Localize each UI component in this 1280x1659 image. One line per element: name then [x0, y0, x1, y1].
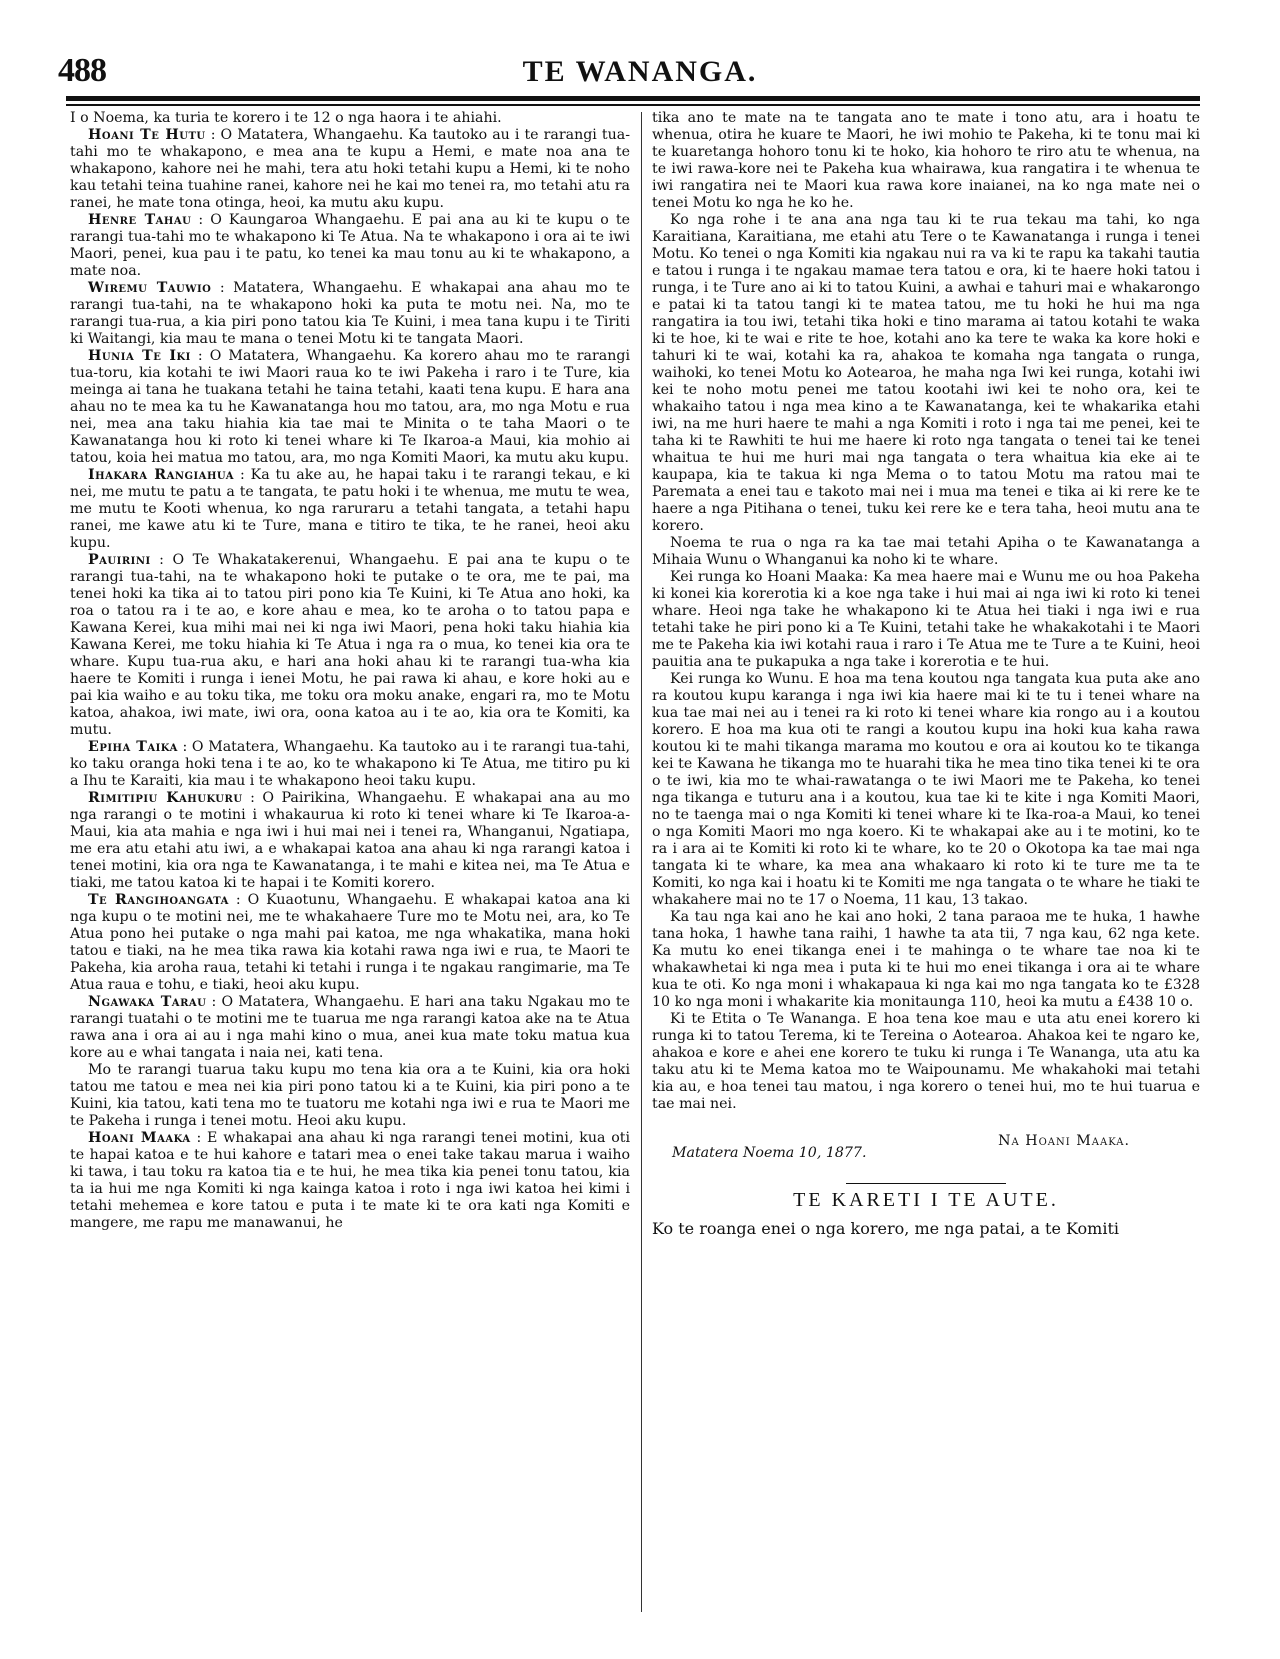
paragraph-text: Kei runga ko Hoani Maaka: Ka mea haere mai e Wunu me ou hoa Pakeha ki konei kia korerotia ki a koe nga take i hui mai ai nga iwi ki roto ki tenei whare. Heoi nga take he whakapono ki te Atua hei tiaki i nga iwi e rua tetahi take he piri pono ki a Te Kuini, tetahi take he whakakotahi i te Maori me te Pakeha kia iwi kotahi raua i raro i Te Atua me te Ture a te Kuini, heoi pauitia ana te pukapuka a nga take i korerotia e te hui. — [652, 569, 1200, 670]
speaker-name: Epiha Taika — [88, 739, 178, 755]
paragraph-text: Ka tau nga kai ano he kai ano hoki, 2 tana paraoa me te huka, 1 hawhe tana hoka, 1 hawhe tana raihi, 1 hawhe ta ata tii, 7 nga kau, 62 nga kete. Ka mutu ko enei tikanga enei i te mahinga o te whare tae noa ki te whakawhetai ki nga mea i puta ki te hui mo enei tikanga i ora ai te whare kua te oti. Ko nga moni i whakapaua ki nga kai mo nga tangata ko te £328 10 ko nga moni i whakarite kia monitaunga 110, heoi ka mutu a £438 10 o. — [652, 909, 1200, 1010]
masthead-title: TE WANANGA. — [522, 55, 758, 88]
paragraph-text: Ki te Etita o Te Wananga. E hoa tena koe mau e uta atu enei korero ki runga ki to tatou Terema, ki te Tereina o Aotearoa. Ahakoa kei te ngaro ke, ahakoa e kore e ahei ene korero te tuku ki runga i Te Wananga, uta atu ka taku atu ki te Mema katoa mo te Waipounamu. Me whakahoki mai tetahi kia au, e hoa tenei tau matou, i nga korero o tenei hui, mo te hui tuarua e tae mai nei. — [652, 1011, 1200, 1112]
speaker-name: Hunia Te Iki — [88, 348, 191, 364]
paragraph-text: : O Matatera, Whangaehu. E hari ana taku Ngakau mo te rarangi tuatahi o te motini me te tuarua me nga rarangi katoa ake na te Atua rawa ana i ora ai au i nga mahi kino o mua, anei kua mate toku matua kua kore au e whai tangata i naia nei, kati tena. — [70, 994, 631, 1061]
paragraph — [652, 569, 1200, 671]
paragraph — [70, 1062, 630, 1130]
section-first-line: Ko te roanga enei o nga korero, me nga patai, a te Komiti — [652, 1219, 1119, 1238]
paragraph — [70, 892, 630, 994]
paragraph-text: : O Matatera, Whangaehu. Ka tautoko au i te rarangi tua-tahi mo te whakapono, e mea ana te kupu a Hemi, e mate noa ana te whakapono, kahore nei he mahi, tera atu hoki tetahi kupu a Hemi, ki te noho kau tetahi teina tuahine ranei, kahore nei he kai mo tenei ra, mo tetahi atu ra ranei, he mate tona otinga, heoi, ka mutu aku kupu. — [70, 127, 630, 211]
paragraph — [70, 994, 630, 1062]
paragraph — [70, 552, 630, 739]
speaker-name: Ihakara Rangiahua — [88, 467, 235, 483]
speaker-name: Te Rangihoangata — [88, 892, 229, 908]
paragraph — [652, 909, 1200, 1011]
header-rule-thin — [66, 104, 1200, 106]
signature-block — [652, 1133, 1200, 1167]
paragraph — [70, 212, 630, 280]
paragraph-text: Ko nga rohe i te ana ana nga tau ki te rua tekau ma tahi, ko nga Karaitiana, Karaitiana, me etahi atu Tere o te Kawanatanga i runga i tenei Motu. Ko tenei o nga Komiti kia ngakau nui ra va ki te rapu ka takahi tautia e tatou i runga i te ngakau mamae tera tatou e ora, ki te haere hoki tatou i runga, i te Ture ano ai ki to tatou Kuini, a awhai e tahuri mai e whakarongo e patai ki ta tatou tangi ki te matea tatou, me tu hoki he hui ma nga rangatira ia tou iwi, tetahi tika hoki e tino marama ai tatou kotahi te waka ki te hoe, ki te wai e rite te hoe, kotahi ano ka tere te waka ka kore hoki e tahuri ki te wai, kotahi ka ra, ahakoa te komaha nga tangata o runga, waihoki, ko tenei Motu ko Aotearoa, he maha nga Iwi kei runga, kotahi iwi kei te noho motu penei me tatou kootahi iwi kei te noho ora, kei te whakaiho tatou i nga mea kino a te Kawanatanga, kei te whakarika etahi iwi, na me huri haere te mahi a nga Komiti i roto i nga tai me penei, kei te taha ki te Rawhiti te hui me haere ki roto nga tangata o tenei tai ke tenei whaitua te hui me huri mai nga tangata o tera whaitua kia eke ai te kaupapa, kia te takua ki nga Mema o to tatou Motu ma ratou mai te Paremata a enei tau e takoto mai nei i mua ma tenei e tika ai ki rere ke te haere a nga Pitihana o tenei, tuku kei rere ke e tera taha, heoi mutu ana te korero. — [652, 212, 1200, 534]
paragraph — [652, 671, 1200, 909]
paragraph — [70, 1130, 630, 1232]
paragraph-text: : O Te Whakatakerenui, Whangaehu. E pai ana te kupu o te rarangi tua-tahi, na te whakapono hoki te putake o te ora, me te pai, ma tenei hoki ka tika ai to tatou piri pono kia Te Kuini, ki Te Atua ano hoki, ka roa o tatou ra i te ao, e kore ahau e mea, ko te aroha o to tatou papa e Kawana Kerei, kua mihi mai nei ki nga iwi Maori, pena hoki taku hiahia kia Kawana Kerei, me toku hiahia ki Te Atua i nga ra o mua, ko tenei kia ora te whare. Kupu tua-rua aku, e hari ana hoki ahau ki te rarangi tua-wha kia haere te Komiti i runga i ienei Motu, he pai rawa ki ahau, e kore hoki au e pai kia waiho e au toku tika, me toku ora moku anake, engari ra, mo te Motu katoa, ahakoa, iwi mate, iwi ora, oona katoa au i te ao, kia ora te Komiti, ka mutu. — [70, 552, 630, 738]
paragraph — [70, 790, 630, 892]
paragraph-text: : O Kaungaroa Whangaehu. E pai ana au ki te kupu o te rarangi tua-tahi mo te whakapono ki Te Atua. Na te whakapono i ora ai te iwi Maori, penei, kua pau i te patu, ko tenei ka mau tonu au ki te whakapono, a mate noa. — [70, 212, 630, 279]
paragraph — [70, 739, 630, 790]
left-column — [70, 110, 630, 1232]
paragraph — [70, 110, 630, 127]
header-rule-thick — [66, 96, 1200, 101]
paragraph-text: : O Matatera, Whangaehu. Ka tautoko au i te rarangi tua-tahi, ko taku oranga hoki tena i te ao, ko te whakapono ki Te Atua, me titiro pu ki a Ihu te Karaiti, kia mau i te whakapono heoi taku kupu. — [70, 739, 631, 789]
speaker-name: Henre Tahau — [88, 212, 192, 228]
paragraph-text: : O Pairikina, Whangaehu. E whakapai ana au mo nga rarangi o te motini i whakaurua ki roto ki tenei whare ki Te Ikaroa-a-Maui, kia ata mahia e nga iwi i hui mai nei i tenei ra, Whanganui, Ngatiapa, me era atu etahi atu iwi, a e whakapai katoa ana ahau ki nga rarangi katoa i tenei motini, kia ora nga te Kawanatanga, i te mahi e kitea nei, ma Te Atua e tiaki, me tatou katoa ki te hapai i te Komiti korero. — [70, 790, 630, 891]
right-column — [652, 110, 1200, 1239]
column-divider — [641, 112, 642, 1612]
paragraph-text: Noema te rua o nga ra ka tae mai tetahi Apiha o te Kawanatanga a Mihaia Wunu o Whanganui ka noho ki te whare. — [652, 535, 1200, 568]
paragraph-text: : Ka tu ake au, he hapai taku i te rarangi tekau, e ki nei, me mutu te patu a te tangata, te patu hoki i te whenua, me mutu te wea, me mutu te Kooti whenua, ko nga raruraru a tetahi tangata, a tetahi hapu ranei, me kawe atu ki te Ture, mana e titiro te tika, te he ranei, heoi aku kupu. — [70, 467, 630, 551]
section-title: TE KARETI I TE AUTE. — [793, 1189, 1059, 1211]
paragraph-text: : O Kuaotunu, Whangaehu. E whakapai katoa ana ki nga kupu o te motini nei, me te whakahaere Ture mo te Motu nei, ara, ko Te Atua pono hei putake o nga mahi pai katoa, me nga whakatika, mana hoki tatou e tiaki, na he mea tika rawa kia kotahi rawa nga iwi e rua, te Maori te Pakeha, kia aroha raua, tetahi ki tetahi i runga i te ngakau rangimarie, ma Te Atua raua e tohu, e tiaki, heoi aku kupu. — [70, 892, 630, 993]
paragraph-text: : Matatera, Whangaehu. E whakapai ana ahau mo te rarangi tua-tahi, na te whakapono hoki ka puta te motu nei. Na, mo te rarangi tua-rua, a kia piri pono tatou kia Te Kuini, i mea tana kupu i te Tiriti ki Waitangi, kia mau te mana o tenei Motu ki te tangata Maori. — [70, 280, 630, 347]
signature-name: Na Hoani Maaka. — [998, 1133, 1130, 1149]
paragraph-text: : O Matatera, Whangaehu. Ka korero ahau mo te rarangi tua-toru, kia kotahi te iwi Maori raua ko te iwi Pakeha i raro i te Ture, kia meinga ai tana he tuakana tetahi he taina tetahi, kaati tena kupu. E hara ana ahau no te mea ka tu he Kawanatanga hou mo tatou, ara, mo nga Motu e rua nei, mea ana taku hiahia kia tae mai te Minita o te taha Maori o te Kawanatanga hou ki roto ki tenei whare ki Te Ikaroa-a Maui, kia mohio ai tatou, koia hei matua mo tatou, ara, mo nga Komiti Maori, ka mutu aku kupu. — [70, 348, 630, 466]
page-number: 488 — [58, 52, 106, 89]
paragraph — [652, 1011, 1200, 1113]
paragraph — [652, 110, 1200, 212]
paragraph-text: I o Noema, ka turia te korero i te 12 o nga haora i te ahiahi. — [70, 110, 502, 126]
paragraph-text: Mo te rarangi tuarua taku kupu mo tena kia ora a te Kuini, kia ora hoki tatou me tatou e mea nei kia piri pono tatou ki a te Kuini, kia piri pono a te Kuini, kia tatou, kati tena mo te tuatoru me kotahi nga iwi e rua te Maori me te Pakeha i runga i tenei motu. Heoi aku kupu. — [70, 1062, 630, 1129]
speaker-name: Rimitipiu Kahukuru — [88, 790, 243, 806]
paragraph — [70, 280, 630, 348]
paragraph — [652, 212, 1200, 535]
speaker-name: Hoani Maaka — [88, 1130, 191, 1146]
signature-place-date: Matatera Noema 10, 1877. — [672, 1145, 867, 1161]
paragraph — [70, 348, 630, 467]
paragraph-text: tika ano te mate na te tangata ano te mate i tono atu, ara i hoatu te whenua, otira he kuare te Maori, he iwi mohio te Pakeha, ki te tonu mai ki te kuaretanga hohoro tonu ki te hoko, kia hohoro te riro atu te whenua, na te iwi rawa-kore nei te Pakeha kua whairawa, kua rangatira i te whenua te iwi rangatira nei te Maori kua rawa kore inaianei, na ko nga mate nei o tenei Motu ko nga he ko he. — [652, 110, 1200, 211]
paragraph-text: : E whakapai ana ahau ki nga rarangi tenei motini, kua oti te hapai katoa e te hui kahore e tatari mea o enei take takau marua i waiho ki tawa, i tau toku ra katoa tia e te hui, he mea tika kia penei tonu tatou, kia ta ia hui me nga Komiti ki nga kainga katoa i roto i nga iwi katoa hei kimi i tetahi mehemea e kore tatou e puta i te mate ki te ora kati nga Komiti e mangere, me rapu me manawanui, he — [70, 1130, 630, 1231]
speaker-name: Hoani Te Hutu — [88, 127, 206, 143]
right-column-text — [652, 110, 1200, 1113]
speaker-name: Pauirini — [88, 552, 151, 568]
paragraph-text: Kei runga ko Wunu. E hoa ma tena koutou nga tangata kua puta ake ano ra koutou kupu karanga i nga iwi kia haere mai ki te tu i tenei whare na kua tae mai nei au i tenei ra ki roto ki tenei whare kia rongo au i a koutou korero. E hoa ma kua oti te rangi a koutou kupu ina hoki kua kaha rawa koutou ki te mahi tikanga marama mo koutou e ora ai koutou ko te tikanga kei te Kawana he tikanga mo te huarahi tika he mea tino tika tenei ki te ora o te iwi, kia mo te whai-rawatanga o te iwi Maori me te Pakeha, ko tenei nga tikanga e tuturu ana i a koutou, kua tae ki te kite i nga Komiti Maori, no te taenga mai o nga Komiti ki tenei whare ki te Ika-roa-a Maui, ko tenei o nga Komiti Maori mo nga koero. Ki te whakapai ake au i te motini, ko te ra i ara ai te Komiti ki roto ki te whare, ko te 20 o Okotopa ka tae mai nga tangata ki te whare, ka mea ana whakaaro ki roto ki te ture me ta te Komiti, ko nga kai i hoatu ki te Komiti me nga tangata o te whare he tiaki te whakahere mai no te 17 o Noema, 11 kau, 13 takao. — [652, 671, 1200, 908]
speaker-name: Ngawaka Tarau — [88, 994, 207, 1010]
paragraph — [652, 535, 1200, 569]
speaker-name: Wiremu Tauwio — [88, 280, 212, 296]
paragraph — [70, 467, 630, 552]
section-divider — [846, 1183, 1006, 1184]
paragraph — [70, 127, 630, 212]
